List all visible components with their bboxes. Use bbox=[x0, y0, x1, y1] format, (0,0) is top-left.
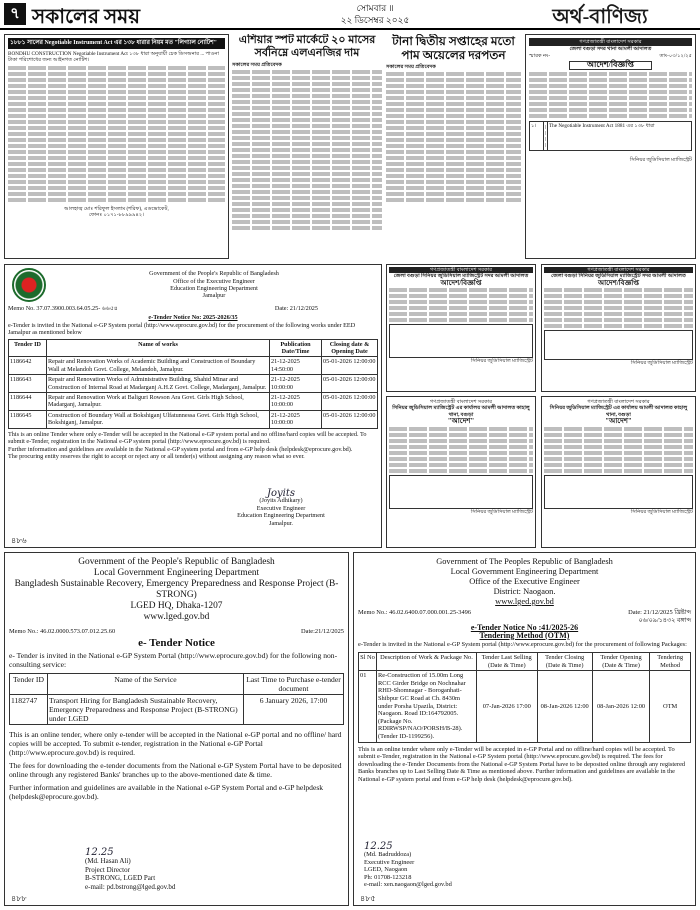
naogaon-th-method: Tendering Method bbox=[650, 652, 691, 670]
lged-th-service: Name of the Service bbox=[48, 674, 244, 695]
lged-bstrong-notice bbox=[4, 552, 349, 906]
naogaon-phone: Ph: 01708-123218 bbox=[364, 873, 412, 881]
lged-p2: The fees for downloading the e-tender documents from the National e-GP System Portal have to be deposited online through any registered Banks' branches up to the above-mentioned date & time. bbox=[9, 761, 342, 779]
lged-web: www.lged.gov.bd bbox=[143, 612, 210, 622]
legal-notice-title: ১৮৮১ সালের Negotiable Instrument Act এর ১৩৮ ধারার নিয়ম মত "লিগ্যাল নোটিশ" bbox=[8, 38, 225, 49]
news-byline-lng: সকালের সময় প্রতিবেদক bbox=[232, 62, 282, 68]
naogaon-gov: Government of The Peoples Republic of Bangladesh bbox=[436, 557, 613, 566]
naogaon-district: District: Naogaon. bbox=[493, 587, 556, 596]
court-4-gov: গণপ্রজাতন্ত্রী বাংলাদেশ সরকার bbox=[429, 399, 493, 405]
naogaon-sign-org: LGED, Naogaon bbox=[364, 866, 408, 874]
naogaon-office: Office of the Executive Engineer bbox=[469, 577, 580, 586]
naogaon-th-sl: Sl No bbox=[359, 652, 377, 670]
eed-cell-id: 1186642 bbox=[9, 357, 47, 375]
eed-cell-work: Construction of Boundary Wall at Bokshiganj Ulfatunnessa Govt. Girls High School, Bokshiganj, Jamalpur. bbox=[47, 410, 270, 428]
eed-cell-close: 05-01-2026 12:00:00 bbox=[322, 357, 378, 375]
court-1-row-no: ১। bbox=[530, 121, 544, 150]
lged-project: Bangladesh Sustainable Recovery, Emergency Preparedness and Response Project (B-STRONG) bbox=[14, 579, 339, 600]
eed-cell-pub: 21-12-2025 10:00:00 bbox=[270, 393, 322, 411]
court-notice-3 bbox=[541, 264, 696, 392]
news-article-palm-oil bbox=[386, 34, 521, 259]
eed-sign-dept: Education Engineering Department bbox=[237, 512, 325, 520]
naogaon-intro: e-Tender is invited in the National e-GP System portal (http://www.eprocure.gov.bd) for the procurement of following Packages: bbox=[358, 641, 687, 649]
eed-cell-work: Repair and Renovation Work at Baliguri Rowson Ara Govt. Girls High School, Madarganj, Jamalpur. bbox=[47, 393, 270, 411]
eed-notice-no: e-Tender Notice No: 2025-2026/35 bbox=[148, 314, 238, 322]
lged-notice-title: e- Tender Notice bbox=[138, 637, 215, 649]
lged-cell-service: Transport Hiring for Bangladesh Sustainable Recovery, Emergency Preparedness and Response Project (B-STRONG) under LGED bbox=[48, 695, 244, 725]
eed-cell-work: Repair and Renovation Works of Administrative Building, Shahid Minar and Construction of Internal Road at Madarganj A.H.Z Govt. College, Madarganj, Jamalpur. bbox=[47, 375, 270, 393]
court-2-title: আদেশ/বিজ্ঞপ্তি bbox=[440, 278, 482, 287]
lged-date: Date:21/12/2025 bbox=[301, 628, 344, 635]
eed-date: Date: 21/12/2025 bbox=[274, 305, 318, 312]
table-row bbox=[9, 393, 378, 411]
naogaon-notice-no: e-Tender Notice No :41/2025-26 bbox=[470, 623, 579, 633]
lged-signature: 12.25 bbox=[85, 846, 114, 858]
court-1-table bbox=[529, 121, 692, 151]
lged-cell-deadline: 6 January 2026, 17:00 bbox=[244, 695, 344, 725]
court-3-gov: গণপ্রজাতন্ত্রী বাংলাদেশ সরকার bbox=[544, 267, 693, 273]
eed-code: ৪৮৬ bbox=[11, 535, 27, 545]
eed-cell-pub: 21-12-2025 10:00:00 bbox=[270, 375, 322, 393]
table-row bbox=[359, 671, 691, 742]
header-date-text: ২২ ডিসেম্বর ২০২৫ bbox=[340, 15, 410, 25]
eed-intro: e-Tender is invited in the National e-GP System portal (http://www.eprocure.gov.bd) for the procurement of the following works under EED Jamalpur as mentioned below bbox=[8, 321, 356, 337]
eed-th-pub: Publication Date/Time bbox=[270, 339, 322, 357]
legal-notice-org: আলহাজ্ব মোঃ শরিফুল ইসলাম (শরিফ), এডভোকেট, bbox=[64, 205, 169, 212]
naogaon-table bbox=[358, 652, 691, 743]
naogaon-p1: This is an online tender where only e-Tender will be accepted in e-GP Portal and no offline/hard copies will be accepted. To submit e-Tender, registration in the National e-GP System portal (http://www.eprocure.gov.bd) is required. The fees for downloading the e-Tender Documents from the National e-GP System Portal have to be deposited online through any registered Banks branches up to Last Selling Date & Time as mentioned above. Further information and guidelines are available in the National e-GP system portal and from e-GP help desk (helpdesk@eprocure.gov.bd). bbox=[358, 745, 686, 783]
naogaon-cell-sell: 07-Jan-2026 17:00 bbox=[477, 671, 538, 742]
court-1-title: আদেশ/বিজ্ঞপ্তি bbox=[569, 61, 652, 69]
lged-th-id: Tender ID bbox=[10, 674, 48, 695]
naogaon-dept: Local Government Engineering Department bbox=[450, 567, 599, 576]
court-4-title: "আদেশ" bbox=[447, 417, 475, 426]
naogaon-sign-title: Executive Engineer bbox=[364, 858, 415, 866]
page-number: ৭ bbox=[4, 3, 26, 25]
naogaon-web: www.lged.gov.bd bbox=[495, 597, 554, 606]
table-row bbox=[9, 357, 378, 375]
news-headline-palm-oil: টানা দ্বিতীয় সপ্তাহের মতো পাম অয়েলের দরপতন bbox=[392, 34, 515, 62]
naogaon-cell-open: 08-Jan-2026 12:00 bbox=[592, 671, 649, 742]
naogaon-th-sell: Tender Last Selling (Date & Time) bbox=[477, 652, 538, 670]
news-headline-lng: এশিয়ার স্পট মার্কেটে ২০ মাসের সর্বনিম্নে এলএনজির দাম bbox=[238, 34, 376, 59]
eed-cell-pub: 21-12-2025 10:00:00 bbox=[270, 410, 322, 428]
paper-name: সকালের সময় bbox=[32, 6, 141, 28]
court-1-court: জেলা বগুড়া সদর থানা আমলী আদালত bbox=[569, 46, 652, 53]
eed-office: Office of the Executive Engineer bbox=[173, 277, 255, 285]
naogaon-cell-sl: 01 bbox=[359, 671, 377, 742]
naogaon-sign-name: (Md. Badruddoza) bbox=[364, 851, 412, 859]
lged-p1: This is an online tender, where only e-tender will be accepted in the National e-GP portal and no offline/ hard copies will be accepted. To submit e-tender, registration in the National e-GP Portal (http://www.eprocure.gov.bd) is required. bbox=[9, 730, 342, 757]
court-2-gov: গণপ্রজাতন্ত্রী বাংলাদেশ সরকার bbox=[389, 267, 533, 273]
naogaon-cell-method: OTM bbox=[650, 671, 691, 742]
court-1-gov: গণপ্রজাতন্ত্রী বাংলাদেশ সরকার bbox=[529, 38, 692, 46]
news-byline-palm-oil: সকালের সময় প্রতিবেদক bbox=[386, 64, 436, 70]
naogaon-code: ৪৮৫ bbox=[360, 894, 376, 904]
lged-table bbox=[9, 673, 344, 725]
eed-th-name: Name of works bbox=[47, 339, 270, 357]
naogaon-th-close: Tender Closing (Date & Time) bbox=[537, 652, 592, 670]
lged-sign-org: B-STRONG, LGED Part bbox=[85, 874, 156, 882]
eed-cell-close: 05-01-2026 12:00:00 bbox=[322, 393, 378, 411]
lged-p3: Further information and guidelines are available in the National e-GP System Portal and e-GP helpdesk (helpdesk@eprocure.gov.bd). bbox=[9, 783, 324, 801]
lged-memo: Memo No.: 46.02.0000.573.07.012.25.60 bbox=[9, 628, 116, 635]
eed-cell-pub: 21-12-2025 14:50:00 bbox=[270, 357, 322, 375]
lged-sign-title: Project Director bbox=[85, 865, 130, 874]
naogaon-tender-notice bbox=[353, 552, 696, 906]
lged-cell-id: 1182747 bbox=[10, 695, 48, 725]
legal-notice-body: BONDHU CONSTRUCTION Negotiable Instrument Act ১৩৮ ধারা অনুযায়ী চেক ডিসঅনার ... পাওনা টাকা পরিশোধের জন্য আইনগত নোটিশ। bbox=[8, 51, 219, 64]
naogaon-th-desc: Description of Work & Package No. bbox=[377, 652, 477, 670]
court-3-title: আদেশ/বিজ্ঞপ্তি bbox=[597, 278, 640, 287]
eed-cell-close: 05-01-2026 12:00:00 bbox=[322, 375, 378, 393]
court-3-court: জেলা বগুড়া সিনিয়র জুডিসিয়াল ম্যাজিস্ট্রেট সদর আমলী আদালত bbox=[551, 273, 686, 280]
eed-tender-notice bbox=[4, 264, 382, 548]
eed-gov: Government of the People's Republic of Bangladesh bbox=[149, 270, 279, 278]
court-notice-4 bbox=[386, 396, 536, 548]
eed-p3: The procuring entity reserves the right to accept or reject any or all tender(s) without assigning any reason what so ever. bbox=[8, 452, 305, 460]
eed-sign-name: (Joyits Adhikary) bbox=[259, 497, 303, 505]
table-row bbox=[9, 410, 378, 428]
court-5-gov: গণপ্রজাতন্ত্রী বাংলাদেশ সরকার bbox=[587, 399, 650, 405]
eed-table bbox=[8, 339, 378, 429]
legal-notice bbox=[4, 34, 229, 259]
naogaon-cell-close: 08-Jan-2026 12:00 bbox=[537, 671, 592, 742]
court-5-footer: সিনিয়র জুডিসিয়াল ম্যাজিস্ট্রেট bbox=[630, 508, 693, 515]
lged-th-deadline: Last Time to Purchase e-tender document bbox=[244, 674, 344, 695]
header-day: সোমবার ॥ bbox=[356, 3, 394, 13]
eed-district: Jamalpur bbox=[202, 292, 226, 300]
court-notice-5 bbox=[541, 396, 696, 548]
eed-signature: Joyits bbox=[266, 487, 296, 499]
eed-cell-close: 05-01-2026 12:00:00 bbox=[322, 410, 378, 428]
eed-cell-id: 1186643 bbox=[9, 375, 47, 393]
lged-code: ৪৮৮ bbox=[11, 894, 27, 903]
lged-email: e-mail: pd.bstrong@lged.gov.bd bbox=[85, 882, 176, 891]
eed-p1: This is an online Tender where only e-Tender will be accepted in the National e-GP system portal and no offline/hard copies will be accepted. To submit e-Tender, registration in the National e-GP system portal (http://www.eprocure.gov.bd) is required. bbox=[8, 430, 367, 446]
court-notice-1 bbox=[525, 34, 696, 259]
court-5-court: সিনিয়র জুডিসিয়াল ম্যাজিস্ট্রেট এর কার্যালয় আমলী আদালত কাহালু থানা, বগুড়া bbox=[549, 405, 688, 418]
lged-dept: Local Government Engineering Department bbox=[93, 568, 260, 578]
naogaon-date-bn: ০৬/০৯/১৪৩২ বঙ্গাব্দ bbox=[638, 616, 691, 624]
eed-dept: Education Engineering Department bbox=[170, 285, 258, 292]
news-article-lng bbox=[232, 34, 382, 259]
eed-th-close: Closing date & Opening Date bbox=[322, 339, 378, 357]
eed-cell-work: Repair and Renovation Works of Academic Building and Construction of Boundary Wall at Melandoh Govt. College, Melandoh, Jamalpur. bbox=[47, 357, 270, 375]
legal-notice-phone: ফোনঃ ০১৭১-৮৮৯৯৯৪২। bbox=[88, 212, 145, 219]
table-row bbox=[10, 695, 344, 725]
eed-memo: Memo No. 37.07.3900.003.64.05.25- ৬৬৫৪ bbox=[8, 305, 118, 312]
court-3-footer: সিনিয়র জুডিসিয়াল ম্যাজিস্ট্রেট bbox=[630, 360, 693, 367]
govt-seal-icon bbox=[12, 268, 46, 302]
eed-cell-id: 1186645 bbox=[9, 410, 47, 428]
eed-sign-place: Jamalpur. bbox=[269, 519, 293, 527]
court-5-title: "আদেশ" bbox=[605, 417, 632, 426]
eed-p2: Further information and guidelines are available in the National e-GP system portal and from e-GP help desk (helpdesk@eprocure.gov.bd). bbox=[8, 445, 353, 453]
lged-gov: Government of the People's Republic of Bangladesh bbox=[78, 557, 275, 567]
eed-cell-id: 1186644 bbox=[9, 393, 47, 411]
naogaon-date: Date: 21/12/2025 খ্রিষ্টাব্দ bbox=[628, 609, 691, 616]
court-2-court: জেলা বগুড়া সিনিয়র জুডিসিয়াল ম্যাজিস্ট্রেট সদর আমলী আদালত bbox=[393, 273, 529, 280]
eed-th-id: Tender ID bbox=[9, 339, 47, 357]
naogaon-th-open: Tender Opening (Date & Time) bbox=[592, 652, 649, 670]
table-row bbox=[9, 375, 378, 393]
lged-hq: LGED HQ, Dhaka-1207 bbox=[130, 601, 223, 611]
court-notice-2 bbox=[386, 264, 536, 392]
naogaon-signature: 12.25 bbox=[364, 841, 393, 853]
lged-intro: e- Tender is invited in the National e-GP System Portal (http://www.eprocure.gov.bd) for the following non-consulting service: bbox=[9, 651, 338, 669]
lged-sign-name: (Md. Hasan Ali) bbox=[85, 857, 131, 865]
page-header bbox=[0, 0, 700, 30]
court-4-footer: সিনিয়র জুডিসিয়াল ম্যাজিস্ট্রেট bbox=[470, 508, 533, 515]
naogaon-memo: Memo No.: 46.02.6400.07.000.001.25-3496 bbox=[358, 609, 472, 616]
header-date bbox=[330, 2, 420, 26]
naogaon-email: e-mail: xen.naogaon@lged.gov.bd bbox=[364, 881, 452, 889]
section-title: অর্থ-বাণিজ্য bbox=[552, 6, 648, 28]
court-4-court: সিনিয়র জুডিসিয়াল ম্যাজিস্ট্রেট এর কার্যালয় আমলী আদালত কাহালু থানা, বগুড়া bbox=[392, 405, 530, 418]
court-1-footer: সিনিয়র জুডিসিয়াল ম্যাজিস্ট্রেট bbox=[629, 156, 692, 163]
naogaon-method: Tendering Method (OTM) bbox=[479, 630, 570, 640]
eed-sign-title: Executive Engineer bbox=[256, 504, 306, 512]
court-1-date: তাং-০৩/১২/২৫ bbox=[659, 52, 692, 59]
court-1-memo: স্মারক নং- bbox=[529, 52, 551, 59]
naogaon-cell-desc: Re-Construction of 15.00m Long RCC Girder Bridge on Nochnahar RHD-Shomnagar - Boroganhati-Shibpur GC Road at Ch. 8430m under Porsha Upazila, District: Naogaon. Road ID:164792005. (Package No. RDIRWSP/NAO/PORSH/B-28). (Tender ID-1199256). bbox=[377, 671, 477, 742]
court-2-footer: সিনিয়র জুডিসিয়াল ম্যাজিস্ট্রেট bbox=[470, 358, 533, 365]
court-1-row-act: The Negotiable Instrument Act 1881 এর ১৩৮ ধারা bbox=[547, 121, 691, 150]
